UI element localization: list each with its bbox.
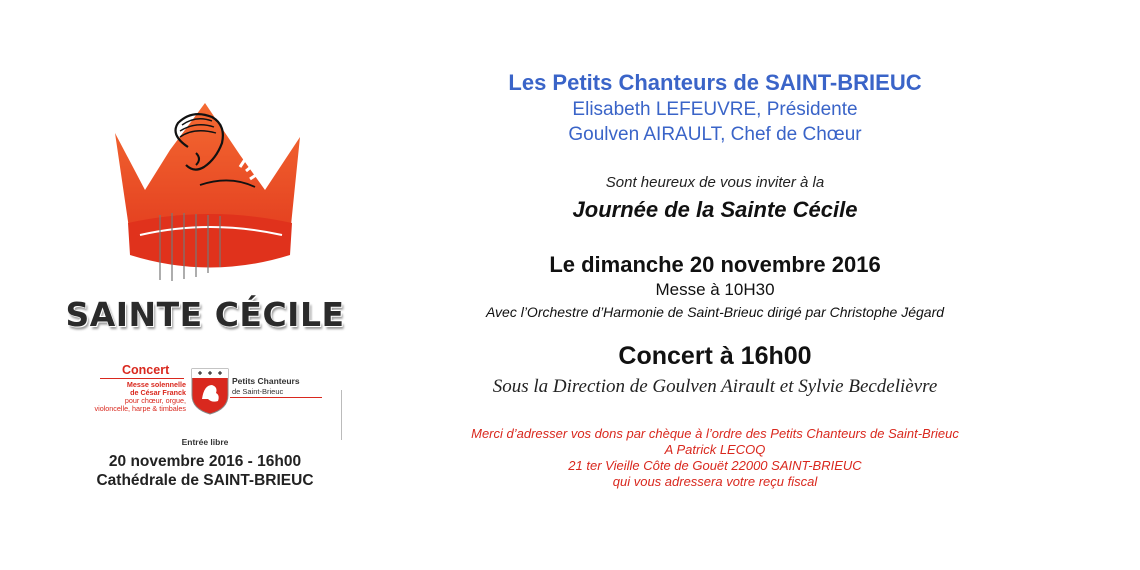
poster-title: SAINTE CÉCILE <box>65 295 345 334</box>
choir-logo-text <box>232 377 300 396</box>
work-title-line2: de César Franck <box>130 388 186 398</box>
invite-line: Sont heureux de vous inviter à la <box>605 174 825 191</box>
concert-poster <box>60 95 350 495</box>
mass-time: Messe à 10H30 <box>655 280 775 299</box>
event-name: Journée de la Sainte Cécile <box>572 197 858 222</box>
instrumentation-line1: pour chœur, orgue, <box>124 396 186 405</box>
crown-illustration-icon <box>100 95 320 285</box>
work-title <box>110 381 186 397</box>
instrumentation <box>70 397 186 413</box>
president-line: Elisabeth LEFEUVRE, Présidente <box>572 99 858 120</box>
choir-name-line2: de Saint-Brieuc <box>232 386 284 396</box>
work-title-line1: Messe solennelle <box>126 380 186 389</box>
contact-name: A Patrick LECOQ <box>664 442 766 457</box>
coat-of-arms-icon <box>190 367 230 415</box>
poster-venue: Cathédrale de SAINT-BRIEUC <box>96 472 314 489</box>
entry-note: Entrée libre <box>181 437 229 447</box>
concert-details <box>70 363 360 423</box>
orchestra-line: Avec l’Orchestre d’Harmonie de Saint-Brieuc dirigé par Christophe Jégard <box>485 304 945 320</box>
choir-name-line1: Petits Chanteurs <box>232 376 300 386</box>
concert-label: Concert <box>122 363 170 377</box>
contact-address: 21 ter Vieille Côte de Gouët 22000 SAINT-BRIEUC <box>568 458 862 473</box>
donation-note: Merci d’adresser vos dons par chèque à l’ordre des Petits Chanteurs de Saint-Brieuc <box>471 426 959 441</box>
poster-margin-line <box>341 390 342 440</box>
poster-date: 20 novembre 2016 - 16h00 <box>108 453 302 470</box>
tax-receipt-note: qui vous adressera votre reçu fiscal <box>612 474 818 489</box>
divider <box>230 397 322 398</box>
choir-master-line: Goulven AIRAULT, Chef de Chœur <box>568 124 862 145</box>
instrumentation-line2: violoncelle, harpe & timbales <box>94 404 186 414</box>
divider <box>100 378 184 379</box>
direction-line: Sous la Direction de Goulven Airault et Sylvie Becdelièvre <box>492 376 938 397</box>
organization-title: Les Petits Chanteurs de SAINT-BRIEUC <box>508 70 922 95</box>
concert-time: Concert à 16h00 <box>618 342 812 370</box>
event-date: Le dimanche 20 novembre 2016 <box>549 252 881 277</box>
